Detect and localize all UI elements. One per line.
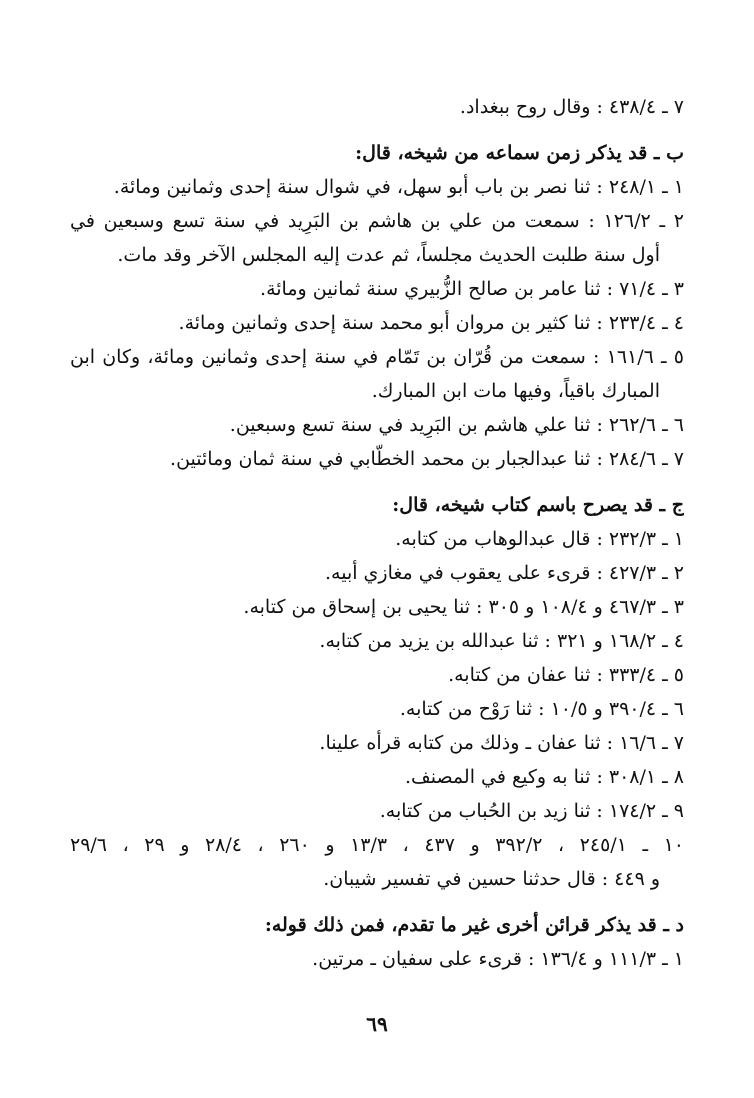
section-heading-d: د ـ قد يذكر قرائن أخرى غير ما تقدم، فمن ذلك قوله: [264,914,684,936]
text-line: ٧ ـ ٤٣٨/٤ : وقال روح ببغداد. [459,96,684,118]
text-line: ٧ ـ ٢٨٤/٦ : ثنا عبدالجبار بن محمد الخطّابي في سنة ثمان ومائتين. [170,448,684,470]
section-gap [70,896,684,908]
text-line-continuation: أول سنة طلبت الحديث مجلساً، ثم عدت إليه المجلس الآخر وقد مات. [117,244,660,266]
text-line: ٥ ـ ١٦١/٦ : سمعت من قُرّان بن تَمّام في سنة إحدى وثمانين ومائة، وكان ابن [70,346,684,368]
page-number: ٦٩ [366,1012,388,1036]
text-line-continuation: المبارك باقياً، وفيها مات ابن المبارك. [371,380,660,402]
section-heading-b: ب ـ قد يذكر زمن سماعه من شيخه، قال: [355,142,684,164]
text-line: ١ ـ ٢٣٢/٣ : قال عبدالوهاب من كتابه. [395,528,684,550]
text-line: ٩ ـ ١٧٤/٢ : ثنا زيد بن الحُباب من كتابه. [379,800,684,822]
page-content [70,90,684,976]
text-line: ١ ـ ٢٤٨/١ : ثنا نصر بن باب أبو سهل، في شوال سنة إحدى وثمانين ومائة. [113,176,684,198]
section-gap [70,476,684,488]
text-line: ٤ ـ ١٦٨/٢ و ٣٢١ : ثنا عبدالله بن يزيد من كتابه. [319,630,684,652]
text-line: ٢ ـ ١٢٦/٢ : سمعت من علي بن هاشم بن البَرِيد في سنة تسع وسبعين في [70,210,684,232]
text-line: ٦ ـ ٢٦٢/٦ : ثنا علي هاشم بن البَرِيد في سنة تسع وسبعين. [229,414,684,436]
text-line: ٣ ـ ٧١/٤ : ثنا عامر بن صالح الزُّبيري سنة ثمانين ومائة. [260,278,684,300]
text-line: ١٠ ـ ٢٤٥/١ ، ٣٩٢/٢ و ٤٣٧ ، ١٣/٣ و ٢٦٠ ، ٢٨/٤ و ٢٩ ، ٢٩/٦ [70,834,684,856]
text-line: ١ ـ ١١١/٣ و ١٣٦/٤ : قرىء على سفيان ـ مرتين. [312,948,684,970]
text-line: ٦ ـ ٣٩٠/٤ و ١٠/٥ : ثنا رَوْح من كتابه. [399,698,684,720]
section-gap [70,124,684,136]
text-line: ٥ ـ ٣٣٣/٤ : ثنا عفان من كتابه. [448,664,684,686]
section-heading-c: ج ـ قد يصرح باسم كتاب شيخه، قال: [392,494,684,516]
text-line-continuation: و ٤٤٩ : قال حدثنا حسين في تفسير شيبان. [323,868,660,890]
text-line: ٣ ـ ٤٦٧/٣ و ١٠٨/٤ و ٣٠٥ : ثنا يحيى بن إسحاق من كتابه. [243,596,684,618]
text-line: ٢ ـ ٤٢٧/٣ : قرىء على يعقوب في مغازي أبيه. [324,562,684,584]
text-line: ٧ ـ ١٦/٦ : ثنا عفان ـ وذلك من كتابه قرأه علينا. [319,732,684,754]
text-line: ٨ ـ ٣٠٨/١ : ثنا به وكيع في المصنف. [405,766,684,788]
text-line: ٤ ـ ٢٣٣/٤ : ثنا كثير بن مروان أبو محمد سنة إحدى وثمانين ومائة. [178,312,684,334]
